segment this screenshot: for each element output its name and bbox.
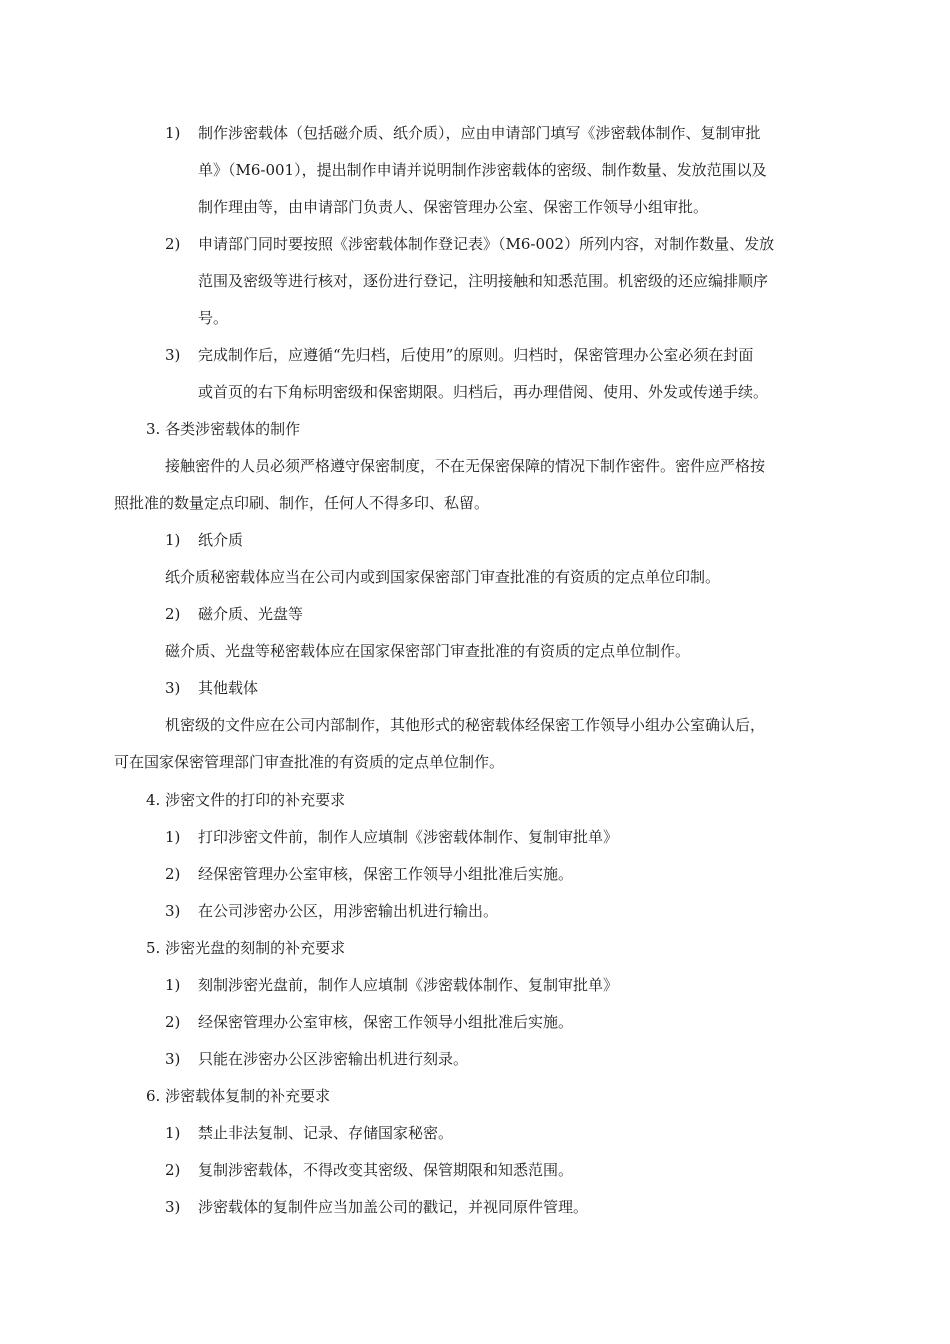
list-number: 2): [165, 865, 181, 883]
list-item: 复制涉密载体，不得改变其密级、保管期限和知悉范围。: [198, 1161, 574, 1179]
paragraph-line: 号。: [198, 309, 229, 327]
list-number: 3): [165, 346, 181, 364]
paragraph-line: 或首页的右下角标明密级和保密期限。归档后，再办理借阅、使用、外发或传递手续。: [198, 383, 769, 401]
paragraph-line: 范围及密级等进行核对，逐份进行登记，注明接触和知悉范围。机密级的还应编排顺序: [198, 272, 769, 290]
subheading: 其他载体: [198, 679, 259, 697]
list-number: 1): [165, 1124, 181, 1142]
list-number: 3): [165, 902, 181, 920]
list-item: 涉密载体的复制件应当加盖公司的戳记，并视同原件管理。: [198, 1198, 589, 1216]
list-number: 3): [165, 1050, 181, 1068]
paragraph-line: 完成制作后，应遵循“先归档，后使用”的原则。归档时，保密管理办公室必须在封面: [198, 346, 754, 364]
paragraph-line: 单》（M6-001），提出制作申请并说明制作涉密载体的密级、制作数量、发放范围以及: [198, 161, 767, 179]
paragraph-line: 制作涉密载体（包括磁介质、纸介质），应由申请部门填写《涉密载体制作、复制审批: [198, 124, 761, 142]
subheading: 纸介质: [198, 531, 244, 549]
list-number: 2): [165, 235, 181, 253]
section-heading: 5. 涉密光盘的刻制的补充要求: [146, 939, 346, 957]
list-item: 刻制涉密光盘前，制作人应填制《涉密载体制作、复制审批单》: [198, 976, 619, 994]
list-item: 只能在涉密办公区涉密输出机进行刻录。: [198, 1050, 469, 1068]
list-number: 1): [165, 976, 181, 994]
list-item: 经保密管理办公室审核，保密工作领导小组批准后实施。: [198, 865, 574, 883]
list-item: 打印涉密文件前，制作人应填制《涉密载体制作、复制审批单》: [198, 828, 619, 846]
list-number: 2): [165, 1013, 181, 1031]
list-item: 禁止非法复制、记录、存储国家秘密。: [198, 1124, 454, 1142]
list-number: 3): [165, 1198, 181, 1216]
list-number: 1): [165, 828, 181, 846]
section-heading: 3. 各类涉密载体的制作: [146, 420, 301, 438]
section-heading: 6. 涉密载体复制的补充要求: [146, 1087, 331, 1105]
paragraph-line: 申请部门同时要按照《涉密载体制作登记表》（M6-002）所列内容，对制作数量、发放: [198, 235, 775, 253]
list-number: 1): [165, 124, 181, 142]
paragraph-line: 照批准的数量定点印刷、制作，任何人不得多印、私留。: [114, 494, 490, 512]
section-heading: 4. 涉密文件的打印的补充要求: [146, 791, 346, 809]
paragraph-line: 纸介质秘密载体应当在公司内或到国家保密部门审查批准的有资质的定点单位印制。: [165, 568, 721, 586]
paragraph-line: 可在国家保密管理部门审查批准的有资质的定点单位制作。: [114, 753, 505, 771]
list-item: 在公司涉密办公区，用涉密输出机进行输出。: [198, 902, 499, 920]
paragraph-line: 机密级的文件应在公司内部制作，其他形式的秘密载体经保密工作领导小组办公室确认后，: [165, 716, 766, 734]
list-number: 2): [165, 1161, 181, 1179]
paragraph-line: 制作理由等，由申请部门负责人、保密管理办公室、保密工作领导小组审批。: [198, 198, 709, 216]
list-number: 1): [165, 531, 181, 549]
list-item: 经保密管理办公室审核，保密工作领导小组批准后实施。: [198, 1013, 574, 1031]
subheading: 磁介质、光盘等: [198, 605, 304, 623]
list-number: 2): [165, 605, 181, 623]
list-number: 3): [165, 679, 181, 697]
paragraph-line: 磁介质、光盘等秘密载体应在国家保密部门审查批准的有资质的定点单位制作。: [165, 642, 691, 660]
paragraph-line: 接触密件的人员必须严格遵守保密制度，不在无保密保障的情况下制作密件。密件应严格按: [165, 457, 766, 475]
